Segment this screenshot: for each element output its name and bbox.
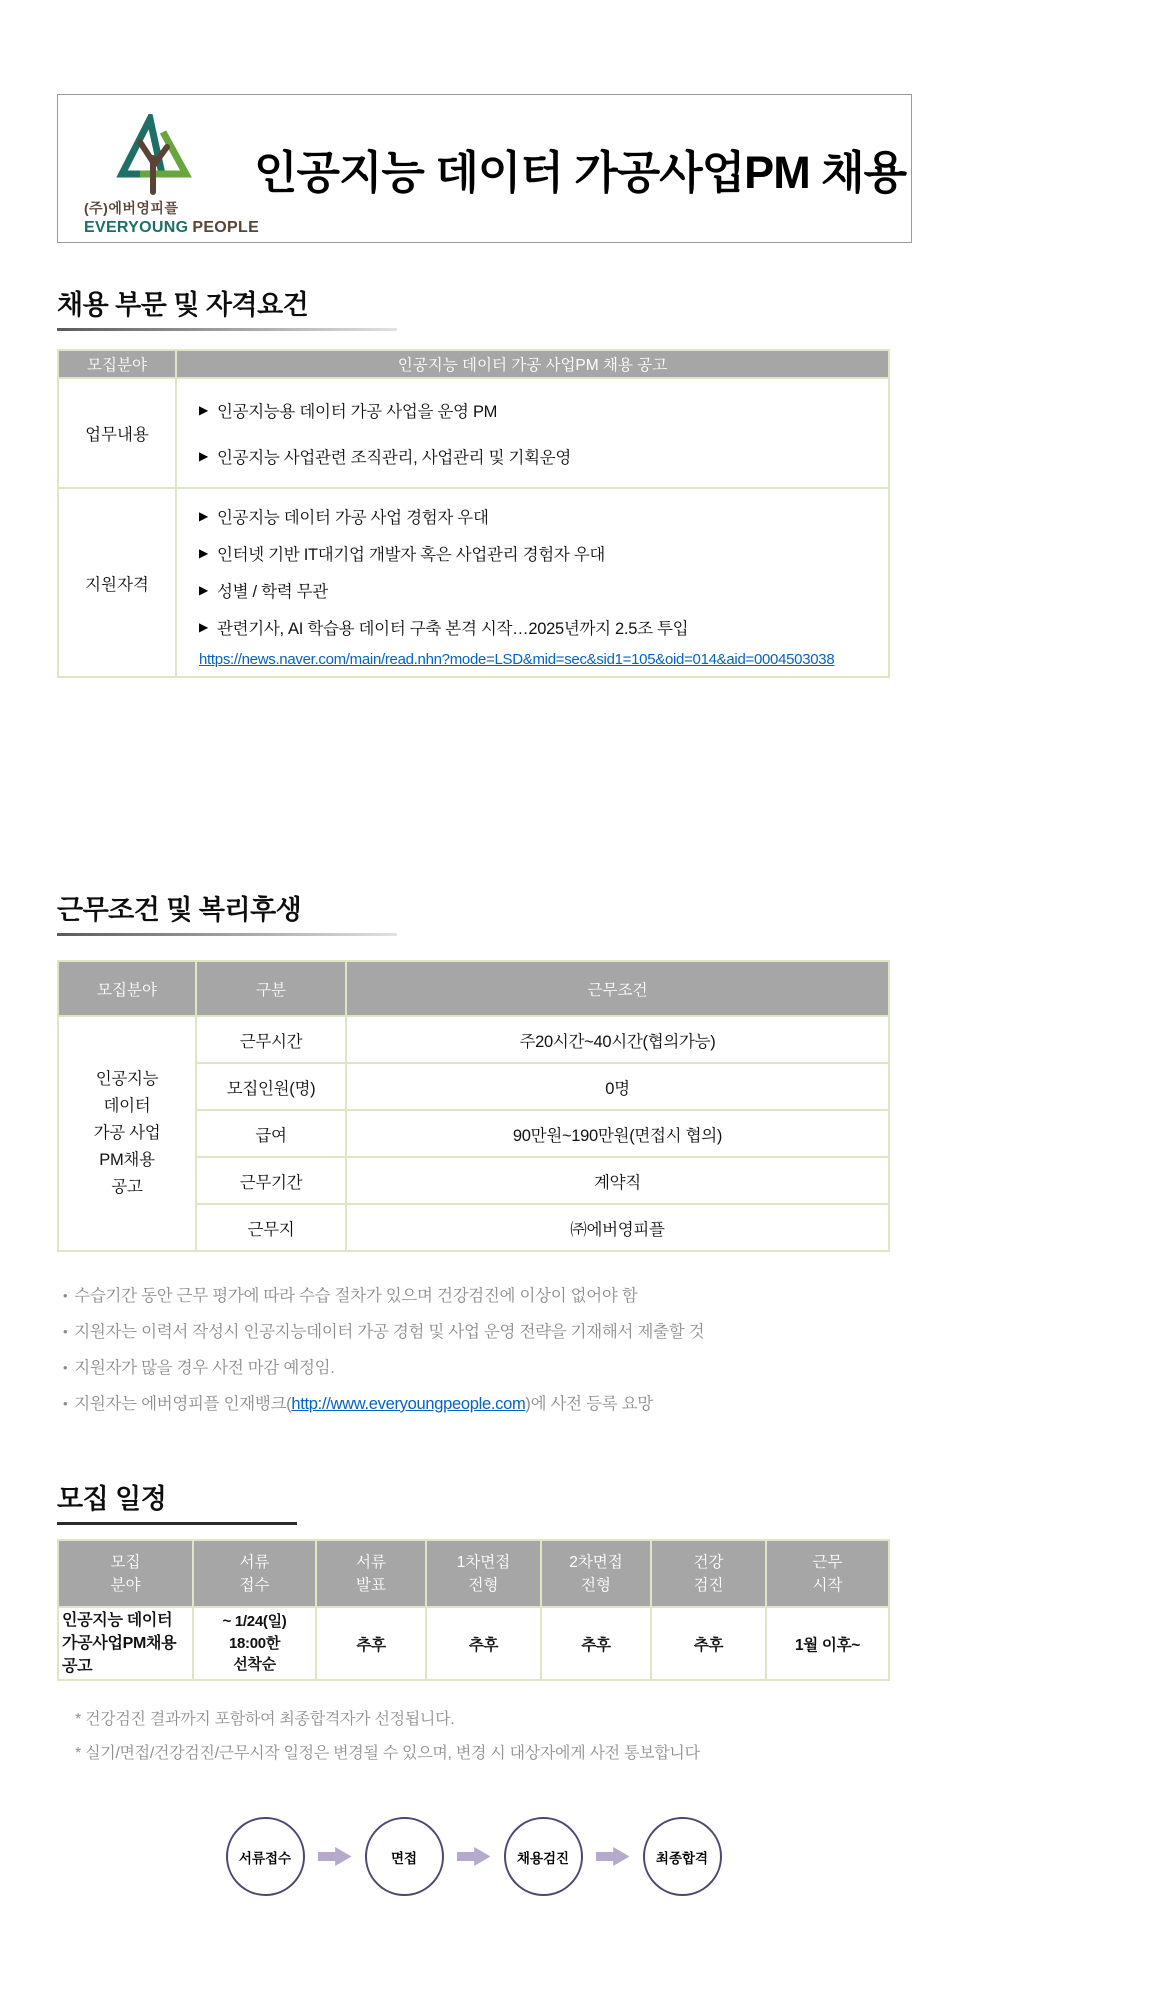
col-header-second-interview: 2차면접 전형	[541, 1540, 651, 1607]
process-step-health-check	[504, 1817, 583, 1896]
row-value: 주20시간~40시간(협의가능)	[346, 1016, 889, 1063]
footnote-text: * 건강검진 결과까지 포함하여 최종합격자가 선정됩니다.	[75, 1711, 455, 1728]
note-item	[57, 1350, 890, 1386]
row-label: 모집인원(명)	[196, 1063, 346, 1110]
note-item	[57, 1278, 890, 1314]
section-underline	[57, 933, 397, 936]
row-value: 90만원~190만원(면접시 협의)	[346, 1110, 889, 1157]
schedule-field: 인공지능 데이터 가공사업PM채용공고	[58, 1607, 193, 1680]
schedule-announce: 추후	[316, 1607, 426, 1680]
col-header-conditions: 근무조건	[346, 961, 889, 1016]
brand-everyoung: EVERYOUNG	[84, 219, 189, 236]
category-cell	[58, 1016, 196, 1251]
qualification-item-text: 인공지능 데이터 가공 사업 경험자 우대	[216, 508, 489, 527]
news-link-line	[199, 651, 880, 668]
logo-tree-icon	[110, 114, 198, 196]
duty-item	[199, 398, 880, 422]
triangle-bullet-icon: ▶	[199, 582, 208, 597]
section-title-qualifications: 채용 부문 및 자격요건	[57, 290, 309, 320]
note-link-prefix: 지원자는 에버영피플 인재뱅크(	[74, 1395, 292, 1413]
header-banner	[57, 94, 912, 243]
col-header-category: 구분	[196, 961, 346, 1016]
qualification-item-text: 성별 / 학력 무관	[216, 582, 328, 601]
col-header-health-check: 건강 검진	[651, 1540, 766, 1607]
duty-item-text: 인공지능 사업관련 조직관리, 사업관리 및 기획운영	[216, 449, 572, 467]
schedule-footnotes	[75, 1703, 890, 1771]
col-header-field: 모집 분야	[58, 1540, 193, 1607]
schedule-apply: ~ 1/24(일) 18:00한 선착순	[193, 1607, 316, 1680]
row-value: 계약직	[346, 1157, 889, 1204]
talent-bank-link[interactable]: http://www.everyoungpeople.com	[291, 1395, 526, 1413]
col-header-recruit-field: 모집분야	[58, 350, 176, 378]
arrow-right-icon	[596, 1847, 630, 1866]
schedule-health-check: 추후	[651, 1607, 766, 1680]
triangle-bullet-icon: ▶	[199, 403, 208, 417]
process-step-label: 서류접수	[238, 1850, 292, 1866]
process-step-interview	[365, 1817, 444, 1896]
section-underline	[57, 328, 397, 331]
triangle-bullet-icon: ▶	[199, 545, 208, 560]
duty-item-text: 인공지능용 데이터 가공 사업을 운영 PM	[216, 403, 498, 421]
note-link-suffix: )에 사전 등록 요망	[525, 1395, 653, 1413]
section-title-schedule: 모집 일정	[57, 1484, 167, 1514]
col-header-posting-name: 인공지능 데이터 가공 사업PM 채용 공고	[176, 350, 889, 378]
table-header-row	[58, 350, 889, 378]
note-item-with-link	[57, 1386, 890, 1422]
qualification-item-text: 관련기사, AI 학습용 데이터 구축 본격 시작…2025년까지 2.5조 투입	[216, 619, 689, 638]
note-text	[74, 1386, 653, 1422]
section-title-work-conditions: 근무조건 및 복리후생	[57, 895, 302, 925]
col-header-recruit-field: 모집분야	[58, 961, 196, 1016]
section-underline	[57, 1522, 297, 1525]
bullet-icon: •	[63, 1360, 68, 1375]
company-name-kr: (주)에버영피플	[84, 200, 179, 216]
page-title: 인공지능 데이터 가공사업PM 채용	[254, 147, 907, 198]
note-text: 수습기간 동안 근무 평가에 따라 수습 절차가 있으며 건강검진에 이상이 없어야 함	[74, 1287, 638, 1305]
qualification-item-text: 인터넷 기반 IT대기업 개발자 혹은 사업관리 경험자 우대	[216, 545, 606, 564]
qualification-item	[199, 504, 880, 528]
hiring-process-flow	[57, 1817, 890, 1896]
col-header-apply: 서류 접수	[193, 1540, 316, 1607]
triangle-bullet-icon: ▶	[199, 508, 208, 523]
table-row-qualifications	[58, 488, 889, 677]
qualifications-table	[57, 349, 890, 678]
bullet-icon: •	[63, 1288, 68, 1303]
table-header-row	[58, 961, 889, 1016]
process-step-label: 채용검진	[516, 1850, 570, 1866]
arrow-right-icon	[318, 1847, 352, 1866]
category-line: 데이터	[103, 1097, 151, 1115]
row-value: ㈜에버영피플	[346, 1204, 889, 1251]
category-line: 가공 사업	[93, 1124, 161, 1142]
footnote-text: * 실기/면접/건강검진/근무시작 일정은 변경될 수 있으며, 변경 시 대상자에게 사전 통보합니다	[75, 1745, 700, 1762]
news-article-link[interactable]: https://news.naver.com/main/read.nhn?mode=LSD&mid=sec&sid1=105&oid=014&aid=0004503038	[199, 651, 835, 668]
row-label: 근무기간	[196, 1157, 346, 1204]
note-text: 지원자는 이력서 작성시 인공지능데이터 가공 경험 및 사업 운영 전략을 기재해서 제출할 것	[74, 1323, 705, 1341]
triangle-bullet-icon: ▶	[199, 619, 208, 634]
notes-list	[57, 1278, 890, 1422]
bullet-icon: •	[63, 1324, 68, 1339]
row-label: 급여	[196, 1110, 346, 1157]
row-label-qualifications: 지원자격	[58, 488, 176, 677]
note-text: 지원자가 많을 경우 사전 마감 예정임.	[74, 1359, 335, 1377]
table-row-work-hours	[58, 1016, 889, 1063]
row-label: 근무시간	[196, 1016, 346, 1063]
col-header-announce: 서류 발표	[316, 1540, 426, 1607]
arrow-right-icon	[457, 1847, 491, 1866]
process-step-final-pass	[643, 1817, 722, 1896]
schedule-table	[57, 1539, 890, 1681]
col-header-work-start: 근무 시작	[766, 1540, 889, 1607]
row-label: 근무지	[196, 1204, 346, 1251]
row-label-duties: 업무내용	[58, 378, 176, 488]
company-logo	[58, 100, 260, 237]
process-step-label: 면접	[390, 1850, 418, 1866]
job-posting-document	[0, 94, 1170, 1896]
work-conditions-table	[57, 960, 890, 1252]
process-step-label: 최종합격	[655, 1850, 709, 1866]
duty-item	[199, 444, 880, 468]
bullet-icon: •	[63, 1396, 68, 1411]
qualification-item	[199, 615, 880, 639]
table-header-row	[58, 1540, 889, 1607]
brand-people: PEOPLE	[192, 219, 260, 236]
schedule-work-start: 1월 이후~	[766, 1607, 889, 1680]
note-item	[57, 1314, 890, 1350]
qualification-item	[199, 578, 880, 602]
table-row-duties	[58, 378, 889, 488]
category-line: PM채용	[99, 1151, 155, 1169]
process-step-application	[226, 1817, 305, 1896]
qualification-item	[199, 541, 880, 565]
company-name-en	[84, 219, 260, 237]
triangle-bullet-icon: ▶	[199, 449, 208, 463]
col-header-first-interview: 1차면접 전형	[426, 1540, 541, 1607]
row-value: 0명	[346, 1063, 889, 1110]
category-line: 인공지능	[95, 1070, 159, 1088]
schedule-row	[58, 1607, 889, 1680]
category-line: 공고	[111, 1178, 143, 1196]
schedule-first-interview: 추후	[426, 1607, 541, 1680]
schedule-second-interview: 추후	[541, 1607, 651, 1680]
